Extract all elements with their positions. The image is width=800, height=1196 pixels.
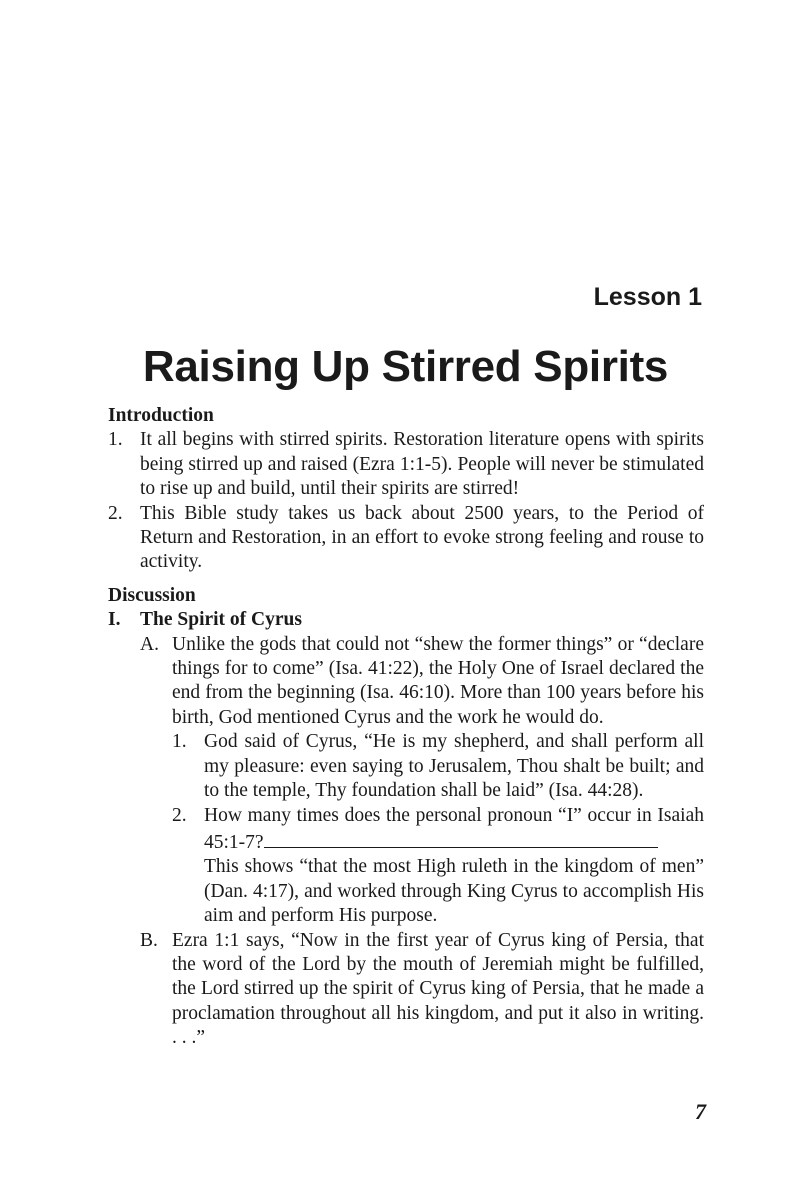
outline-point [108,929,704,1051]
point-marker: A. [140,633,159,655]
list-marker: 1. [108,429,123,451]
page-title: Raising Up Stirred Spirits [142,342,669,391]
sub-point-text: God said of Cyrus, “He is my shepherd, and shall perform all my pleasure: even saying to Jerusalem, Thou shalt be built; and to the temple, Thy foundation shall be laid” (Isa. 44:28). [204,731,704,802]
list-marker: 2. [108,502,123,524]
outline-point [108,633,704,731]
lesson-label: Lesson 1 [593,283,702,311]
sub-point-marker: 2. [172,804,187,826]
sub-point-followup: This shows “that the most High ruleth in the kingdom of men” (Dan. 4:17), and worked through King Cyrus to accomplish His aim and perform His purpose. [204,856,704,927]
section-title: The Spirit of Cyrus [140,609,302,631]
introduction-item-text: It all begins with stirred spirits. Restoration literature opens with spirits being stirred up and raised (Ezra 1:1-5). People will never be stimulated to rise up and build, until their spirits are stirred! [140,429,704,500]
sub-point [108,804,704,856]
introduction-heading: Introduction [108,405,214,426]
introduction-item [108,428,704,501]
point-marker: B. [140,929,158,951]
introduction-item [108,502,704,575]
page-number: 7 [695,1099,706,1124]
section-heading [108,608,704,632]
introduction-item-text: This Bible study takes us back about 2500 years, to the Period of Return and Restoration, in an effort to evoke strong feeling and rouse to activity. [140,502,704,573]
section-marker: I. [108,609,121,631]
discussion-heading: Discussion [108,584,196,606]
sub-point-text: How many times does the personal pronoun “I” occur in Isaiah 45:1-7? [204,804,704,853]
point-text: Ezra 1:1 says, “Now in the first year of Cyrus king of Persia, that the word of the Lord by the mouth of Jeremiah might be fulfilled, the Lord stirred up the spirit of Cyrus king of Persia, that he made a proclamation throughout all his kingdom, and put it also in writing. . . .” [172,929,704,1049]
lesson-body [108,404,704,1051]
sub-point-marker: 1. [172,731,187,753]
point-text: Unlike the gods that could not “shew the former things” or “declare things for to come” (Isa. 41:22), the Holy One of Israel declared the end from the beginning (Isa. 46:10). More than 100 years before his birth, God mentioned Cyrus and the work he would do. [172,633,704,728]
sub-point [108,730,704,803]
answer-blank[interactable] [264,828,658,848]
